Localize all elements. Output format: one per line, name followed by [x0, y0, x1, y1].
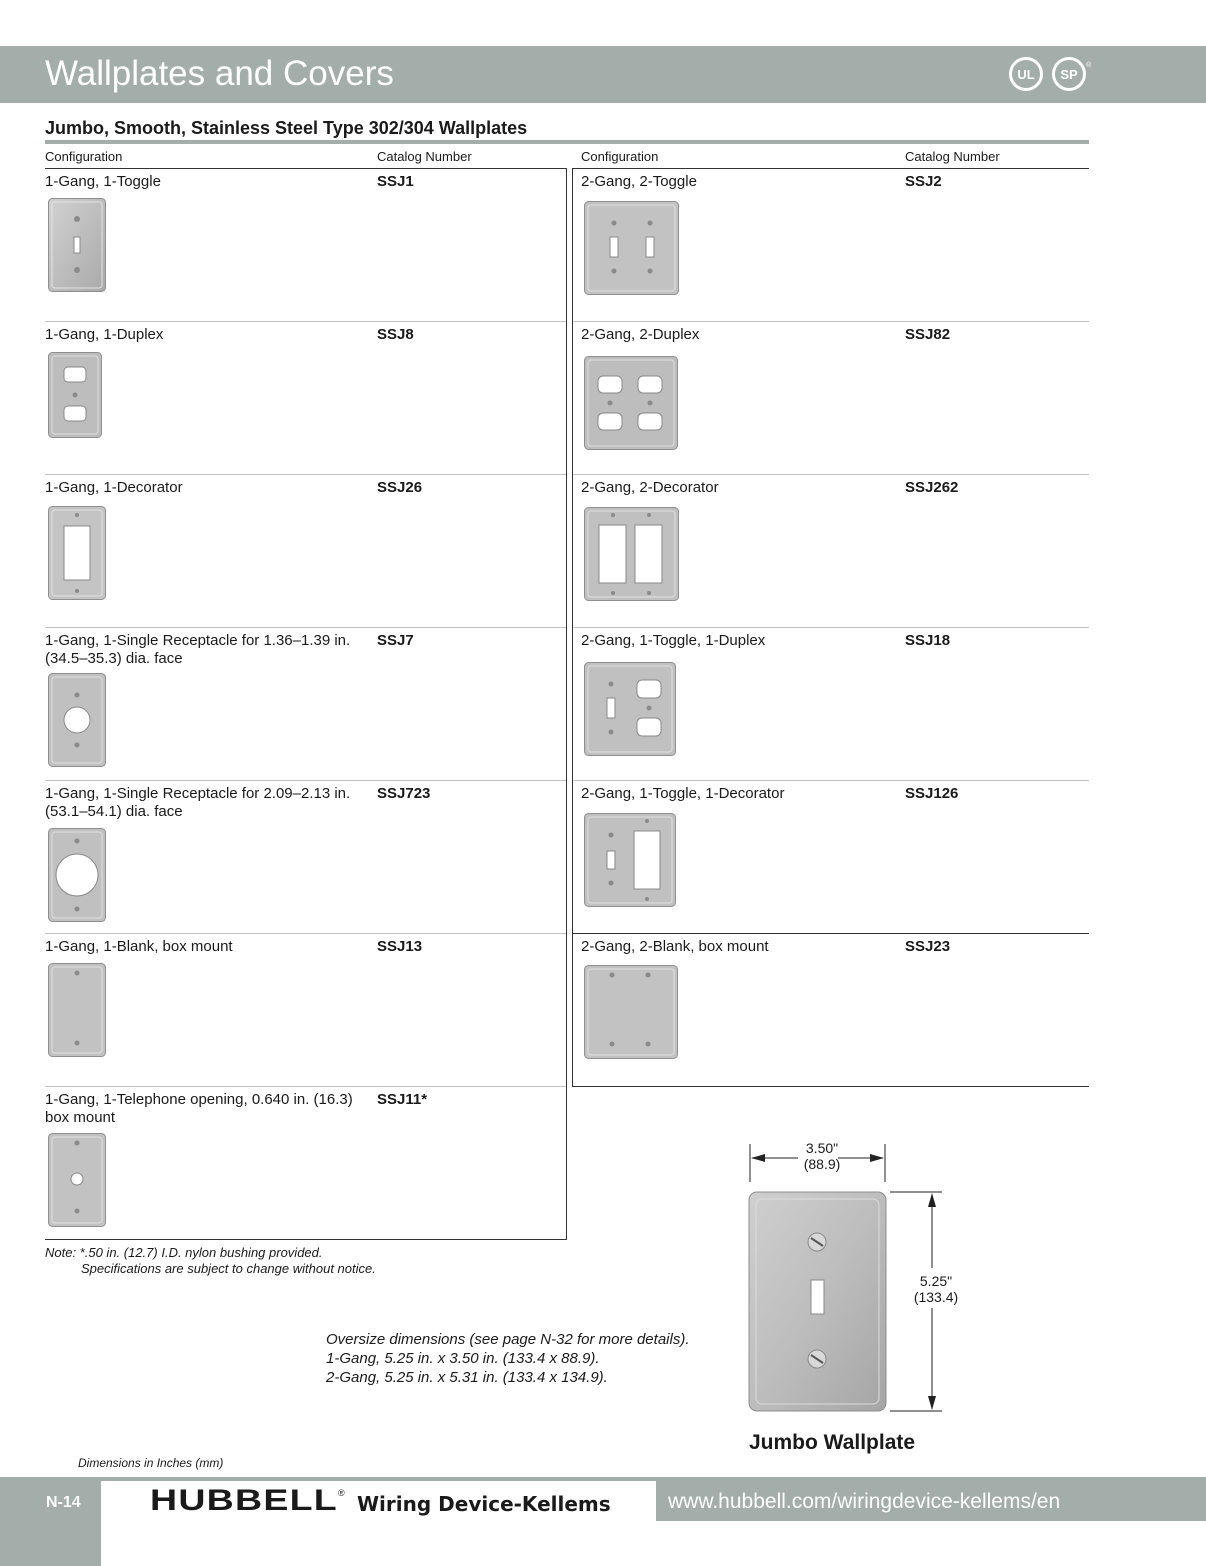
wallplate-toggle-duplex-image: [584, 662, 676, 761]
row-label-ssj7: 1-Gang, 1-Single Receptacle for 1.36–1.39 in. (34.5–35.3) dia. face: [45, 632, 351, 667]
right-configuration-header: Configuration: [581, 149, 659, 164]
jumbo-height-inches: 5.25": [919, 1273, 953, 1289]
csa-certification-icon: SP: [1052, 57, 1086, 91]
page-number: N-14: [46, 1494, 81, 1511]
ul-certification-icon: UL: [1009, 57, 1043, 91]
row-divider: [45, 1086, 566, 1087]
row-divider: [573, 780, 1089, 781]
footer-url: www.hubbell.com/wiringdevice-kellems/en: [668, 1490, 1061, 1513]
wallplate-2-toggle-image: [584, 201, 679, 300]
wallplate-2-duplex-image: [584, 356, 678, 455]
row-label-ssj23: 2-Gang, 2-Blank, box mount: [581, 938, 769, 955]
registered-mark: ®: [1086, 62, 1092, 69]
brand-registered-mark: ®: [338, 1488, 345, 1498]
note: [45, 1245, 376, 1277]
wallplate-2-blank-image: [584, 965, 678, 1064]
jumbo-height-label: [902, 1273, 970, 1305]
division-name: Wiring Device-Kellems: [357, 1492, 611, 1516]
catalog-ssj2: SSJ2: [905, 173, 942, 190]
catalog-ssj82: SSJ82: [905, 326, 951, 343]
catalog-ssj11: SSJ11*: [377, 1091, 428, 1108]
row-divider: [573, 474, 1089, 475]
jumbo-caption: Jumbo Wallplate: [749, 1431, 916, 1454]
right-table-bottom: [573, 1086, 1089, 1087]
oversize-line-3: 2-Gang, 5.25 in. x 5.31 in. (133.4 x 134.9).: [326, 1369, 608, 1386]
left-table-border: [566, 168, 567, 1240]
row-divider: [45, 321, 566, 322]
row-label-ssj13: 1-Gang, 1-Blank, box mount: [45, 938, 233, 955]
right-catalog-header: Catalog Number: [905, 149, 1000, 164]
wallplate-1-single-receptacle-image: [48, 673, 106, 772]
row-label-ssj18: 2-Gang, 1-Toggle, 1-Duplex: [581, 632, 766, 649]
left-table-bottom: [45, 1239, 567, 1240]
catalog-ssj18: SSJ18: [905, 632, 951, 649]
row-label-ssj11: 1-Gang, 1-Telephone opening, 0.640 in. (16.3) box mount: [45, 1091, 353, 1126]
jumbo-width-inches: 3.50": [805, 1140, 839, 1156]
dimensions-note: Dimensions in Inches (mm): [78, 1456, 224, 1470]
row-label-ssj262: 2-Gang, 2-Decorator: [581, 479, 719, 496]
row-divider: [45, 780, 566, 781]
section-rule: [45, 140, 1089, 144]
wallplate-1-duplex-image: [48, 352, 102, 443]
row-divider: [573, 627, 1089, 628]
note-line-1: Note: *.50 in. (12.7) I.D. nylon bushing provided.: [45, 1245, 323, 1260]
wallplate-2-decorator-image: [584, 507, 679, 606]
row-divider: [573, 933, 1089, 934]
row-label-ssj26: 1-Gang, 1-Decorator: [45, 479, 183, 496]
row-label-ssj82: 2-Gang, 2-Duplex: [581, 326, 700, 343]
jumbo-width-mm: (88.9): [803, 1156, 841, 1172]
row-divider: [45, 474, 566, 475]
jumbo-height-mm: (133.4): [913, 1289, 959, 1305]
catalog-ssj13: SSJ13: [377, 938, 423, 955]
footer-page-block: [0, 1477, 101, 1566]
catalog-ssj23: SSJ23: [905, 938, 951, 955]
row-label-ssj723: 1-Gang, 1-Single Receptacle for 2.09–2.13 in. (53.1–54.1) dia. face: [45, 785, 351, 820]
catalog-ssj126: SSJ126: [905, 785, 959, 802]
section-title: Jumbo, Smooth, Stainless Steel Type 302/304 Wallplates: [45, 118, 528, 138]
row-divider: [573, 321, 1089, 322]
catalog-ssj7: SSJ7: [377, 632, 414, 649]
jumbo-width-label: [792, 1140, 852, 1172]
wallplate-1-large-receptacle-image: [48, 828, 106, 927]
right-header-rule: [573, 168, 1089, 169]
catalog-ssj723: SSJ723: [377, 785, 431, 802]
left-configuration-header: Configuration: [45, 149, 123, 164]
wallplate-1-blank-image: [48, 963, 106, 1062]
row-label-ssj1: 1-Gang, 1-Toggle: [45, 173, 161, 190]
row-label-ssj2: 2-Gang, 2-Toggle: [581, 173, 697, 190]
catalog-ssj262: SSJ262: [905, 479, 959, 496]
left-header-rule: [45, 168, 567, 169]
catalog-ssj8: SSJ8: [377, 326, 414, 343]
oversize-line-1: Oversize dimensions (see page N-32 for more details).: [326, 1331, 690, 1348]
catalog-ssj1: SSJ1: [377, 173, 414, 190]
wallplate-toggle-decorator-image: [584, 813, 676, 912]
row-divider: [45, 933, 566, 934]
note-line-2: Specifications are subject to change without notice.: [81, 1261, 376, 1276]
row-label-ssj126: 2-Gang, 1-Toggle, 1-Decorator: [581, 785, 785, 802]
page-title: Wallplates and Covers: [45, 54, 394, 93]
row-divider: [45, 627, 566, 628]
wallplate-1-decorator-image: [48, 506, 106, 605]
wallplate-1-toggle-image: [48, 198, 106, 297]
catalog-ssj26: SSJ26: [377, 479, 423, 496]
wallplate-1-telephone-image: [48, 1133, 106, 1232]
oversize-line-2: 1-Gang, 5.25 in. x 3.50 in. (133.4 x 88.9).: [326, 1350, 600, 1367]
row-label-ssj8: 1-Gang, 1-Duplex: [45, 326, 164, 343]
oversize-dimensions: [326, 1330, 690, 1387]
hubbell-logo: HUBBELL: [150, 1484, 338, 1517]
left-catalog-header: Catalog Number: [377, 149, 472, 164]
